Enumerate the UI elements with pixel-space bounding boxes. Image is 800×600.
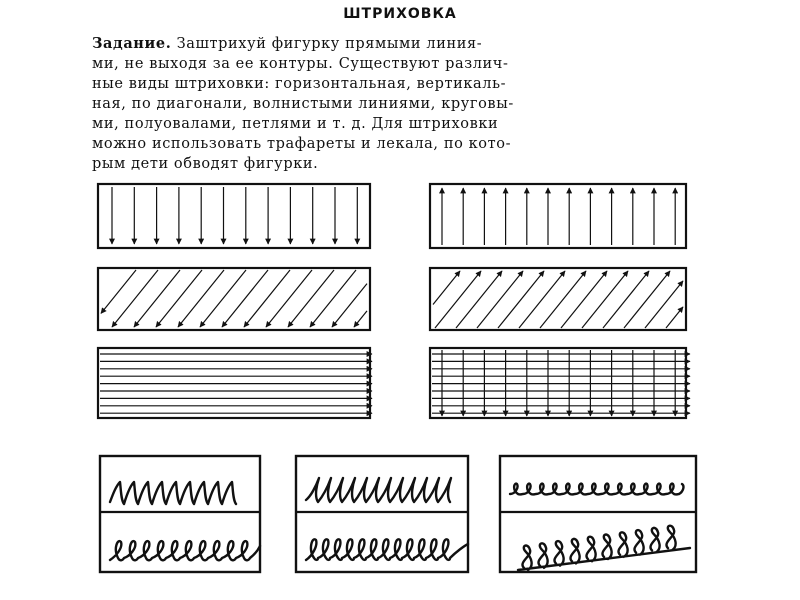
diagonal-stroke — [498, 271, 544, 328]
diagonal-stroke — [178, 270, 224, 327]
task-line-4: ная, по диагонали, волнистыми линиями, круговы- — [92, 96, 514, 112]
diagonal-stroke — [266, 270, 312, 327]
diagonal-stroke — [101, 270, 136, 313]
diagonal-stroke — [540, 271, 586, 328]
page-title: ШТРИХОВКА — [343, 6, 457, 22]
diagonal-stroke — [603, 271, 649, 328]
task-line-2: ми, не выходя за ее контуры. Существуют различ- — [92, 56, 509, 72]
diagonal-stroke — [200, 270, 246, 327]
cursive-box-1 — [100, 456, 260, 572]
loops-tall — [110, 482, 236, 504]
half-ovals — [510, 484, 683, 495]
vertical-arrows-up — [430, 184, 686, 248]
diagonal-stroke — [310, 270, 356, 327]
diagonal-stroke — [288, 270, 334, 327]
diagonal-stroke — [477, 271, 523, 328]
diagonal-stroke — [433, 271, 460, 304]
task-label: Задание. — [92, 35, 172, 52]
diagonal-stroke — [435, 271, 481, 328]
diagonal-stroke — [456, 271, 502, 328]
vertical-arrows-down — [98, 184, 370, 248]
diagonal-stroke — [222, 270, 268, 327]
diagonal-stroke — [519, 271, 565, 328]
diagonal-stroke — [354, 311, 367, 327]
diagonal-stroke — [134, 270, 180, 327]
task-line-1: Заштрихуй фигурку прямыми линия- — [176, 36, 483, 52]
task-line-6: можно использовать трафареты и лекала, по кото- — [92, 136, 512, 152]
diagonal-stroke — [156, 270, 202, 327]
loops-slanted — [110, 541, 260, 560]
diagonal-arrows-down-left — [98, 268, 370, 330]
task-line-5: ми, полуовалами, петлями и т. д. Для штриховки — [92, 116, 499, 132]
figure-eights — [518, 526, 690, 570]
circular-loops — [306, 478, 451, 502]
ovals — [306, 539, 468, 560]
diagonal-stroke — [112, 270, 158, 327]
diagonal-arrows-up-right — [430, 268, 686, 330]
diagonal-stroke — [645, 281, 683, 328]
diagonal-stroke — [666, 307, 683, 328]
diagonal-stroke — [624, 271, 670, 328]
cursive-box-frame — [100, 456, 260, 572]
diagonal-stroke — [332, 284, 367, 327]
grid-arrows — [430, 348, 690, 418]
task-line-7: рым дети обводят фигурки. — [92, 156, 319, 172]
diagonal-stroke — [244, 270, 290, 327]
diagonal-stroke — [561, 271, 607, 328]
vertical-arrows-down-frame — [98, 184, 370, 248]
vertical-arrows-up-frame — [430, 184, 686, 248]
task-line-3: ные виды штриховки: горизонтальная, вертикаль- — [92, 76, 507, 92]
horizontal-arrows-right — [98, 348, 372, 418]
diagonal-stroke — [582, 271, 628, 328]
